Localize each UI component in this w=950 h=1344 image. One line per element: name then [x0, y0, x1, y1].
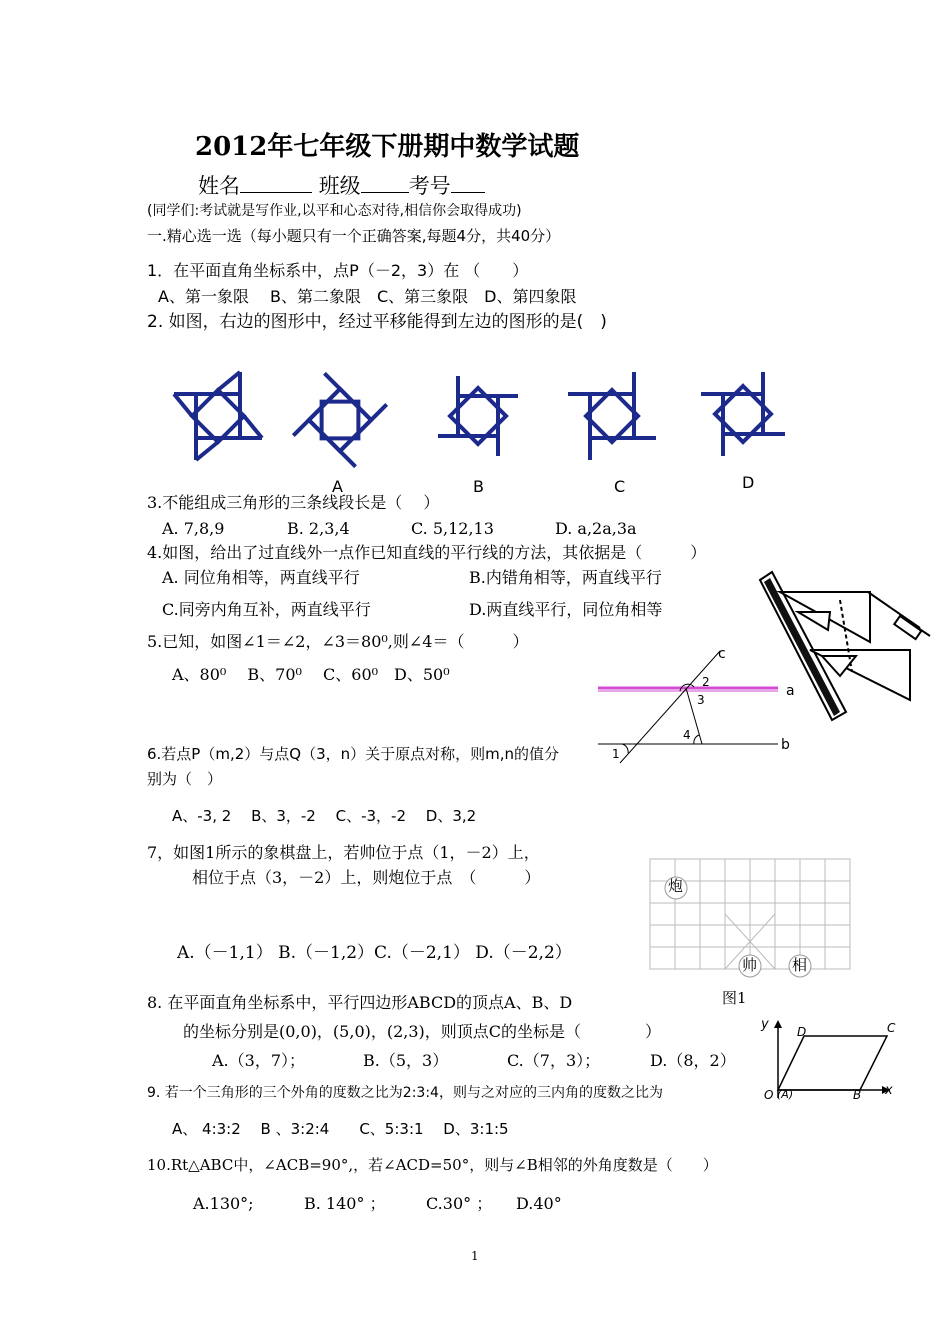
question-5-options: A、80⁰ B、70⁰ C、60⁰ D、50⁰ [172, 665, 450, 684]
question-8-option-b: B.（5，3） [363, 1051, 449, 1070]
encouragement-note: (同学们:考试就是写作业,以平和心态对待,相信你会取得成功) [147, 203, 522, 219]
question-8-option-a: A.（3，7）； [212, 1051, 306, 1070]
question-4-option-b: B.内错角相等，两直线平行 [469, 568, 662, 587]
angle-2-label: 2 [702, 675, 710, 689]
line-b-label: b [781, 737, 790, 753]
angle-3-label: 3 [697, 693, 705, 707]
line-a-label: a [786, 683, 795, 699]
angle-1-label: 1 [612, 747, 620, 761]
origin-label: O [764, 1088, 774, 1102]
question-9-stem: 9. 若一个三角形的三个外角的度数之比为2:3:4，则与之对应的三内角的度数之比为 [147, 1085, 663, 1101]
question-6-options: A、-3, 2 B、3，-2 C、-3，-2 D、3,2 [172, 807, 477, 825]
question-10-option-c: C.30° ； [426, 1194, 493, 1213]
exam-title: 2012年七年级下册期中数学试题 [195, 132, 580, 162]
exam-no-label: 考号 [408, 174, 451, 198]
vertex-b-label: B [853, 1088, 862, 1102]
question-3-option-c: C. 5,12,13 [411, 519, 494, 538]
question-6-stem-cont: 别为（ ） [147, 770, 223, 788]
question-6-stem: 6.若点P（m,2）与点Q（3，n）关于原点对称，则m,n的值分 [147, 745, 560, 763]
axis-x-label: x [885, 1083, 893, 1098]
question-8-option-c: C.（7，3）； [507, 1051, 601, 1070]
question-3-option-b: B. 2,3,4 [287, 519, 350, 538]
pinwheel-option-d [701, 372, 785, 456]
question-8-stem-cont: 的坐标分别是(0,0)，(5,0)，(2,3)，则顶点C的坐标是（ ） [183, 1022, 662, 1041]
figure-label-b: B [473, 477, 484, 496]
chess-piece-shuai: 帅 [742, 956, 758, 974]
figure-label-c: C [614, 477, 626, 496]
class-label: 班级 [318, 174, 361, 198]
line-c-label: c [718, 646, 726, 662]
question-2-stem: 2. 如图，右边的图形中，经过平移能得到左边的图形的是( ) [147, 312, 607, 332]
pinwheel-option-b [438, 376, 518, 456]
question-8-stem: 8. 在平面直角坐标系中，平行四边形ABCD的顶点A、B、D [147, 993, 573, 1012]
page-number: 1 [471, 1249, 479, 1263]
question-9-options: A、 4:3:2 B 、3:2:4 C、5:3:1 D、3:1:5 [172, 1120, 509, 1138]
question-4-stem: 4.如图，给出了过直线外一点作已知直线的平行线的方法，其依据是（ ） [147, 543, 707, 562]
figure-label-a: A [332, 477, 343, 496]
question-4-option-c: C.同旁内角互补，两直线平行 [162, 600, 371, 619]
question-10-option-b: B. 140° ； [304, 1194, 386, 1213]
vertex-d-label: D [797, 1025, 807, 1039]
figure-1-caption: 图1 [722, 989, 747, 1007]
question-7-stem-cont: 相位于点（3，－2）上，则炮位于点 （ ） [192, 868, 541, 887]
vertex-c-label: C [887, 1021, 896, 1035]
question-1-options: A、第一象限 B、第二象限 C、第三象限 D、第四象限 [158, 287, 577, 306]
figure-label-d: D [742, 473, 755, 492]
class-blank[interactable] [361, 174, 409, 193]
question-7-options: A.（－1,1） B.（－1,2）C.（－2,1） D.（－2,2） [177, 943, 572, 963]
exam-no-blank[interactable] [451, 174, 485, 193]
question-1-stem: 1．在平面直角坐标系中，点P（－2，3）在 （ ） [147, 261, 529, 280]
question-10-option-a: A.130°; [193, 1194, 254, 1213]
question-3-option-d: D. a,2a,3a [555, 519, 637, 538]
question-5-stem: 5.已知，如图∠1＝∠2，∠3＝80⁰,则∠4＝（ ） [147, 632, 529, 651]
name-blank[interactable] [240, 174, 312, 193]
question-10-option-d: D.40° [516, 1194, 562, 1213]
question-4-option-d: D.两直线平行，同位角相等 [469, 600, 663, 619]
chess-piece-pao: 炮 [668, 877, 684, 895]
vertex-a-label: (A) [777, 1088, 794, 1101]
name-label: 姓名 [198, 174, 240, 198]
angle-4-label: 4 [683, 728, 691, 742]
chess-piece-xiang: 相 [792, 956, 808, 974]
question-3-stem: 3.不能组成三角形的三条线段长是（ ） [147, 493, 440, 512]
pinwheel-original [174, 372, 262, 460]
pinwheel-option-a [278, 358, 402, 482]
question-8-option-d: D.（8，2） [650, 1051, 736, 1070]
chessboard-figure [649, 858, 851, 970]
question-7-stem: 7，如图1所示的象棋盘上，若帅位于点（1，－2）上， [147, 843, 540, 862]
pinwheel-option-c [568, 372, 656, 460]
question-9-clip [147, 1085, 755, 1101]
section-heading: 一.精心选一选（每小题只有一个正确答案,每题4分，共40分） [147, 227, 561, 245]
question-3-option-a: A. 7,8,9 [162, 519, 225, 538]
question-4-option-a: A. 同位角相等，两直线平行 [162, 568, 360, 587]
axis-y-label: y [761, 1017, 769, 1032]
question-10-stem: 10.Rt△ABC中，∠ACB=90°,，若∠ACD=50°，则与∠B相邻的外角度数是（ ） [147, 1156, 718, 1174]
student-info-line [198, 174, 485, 198]
